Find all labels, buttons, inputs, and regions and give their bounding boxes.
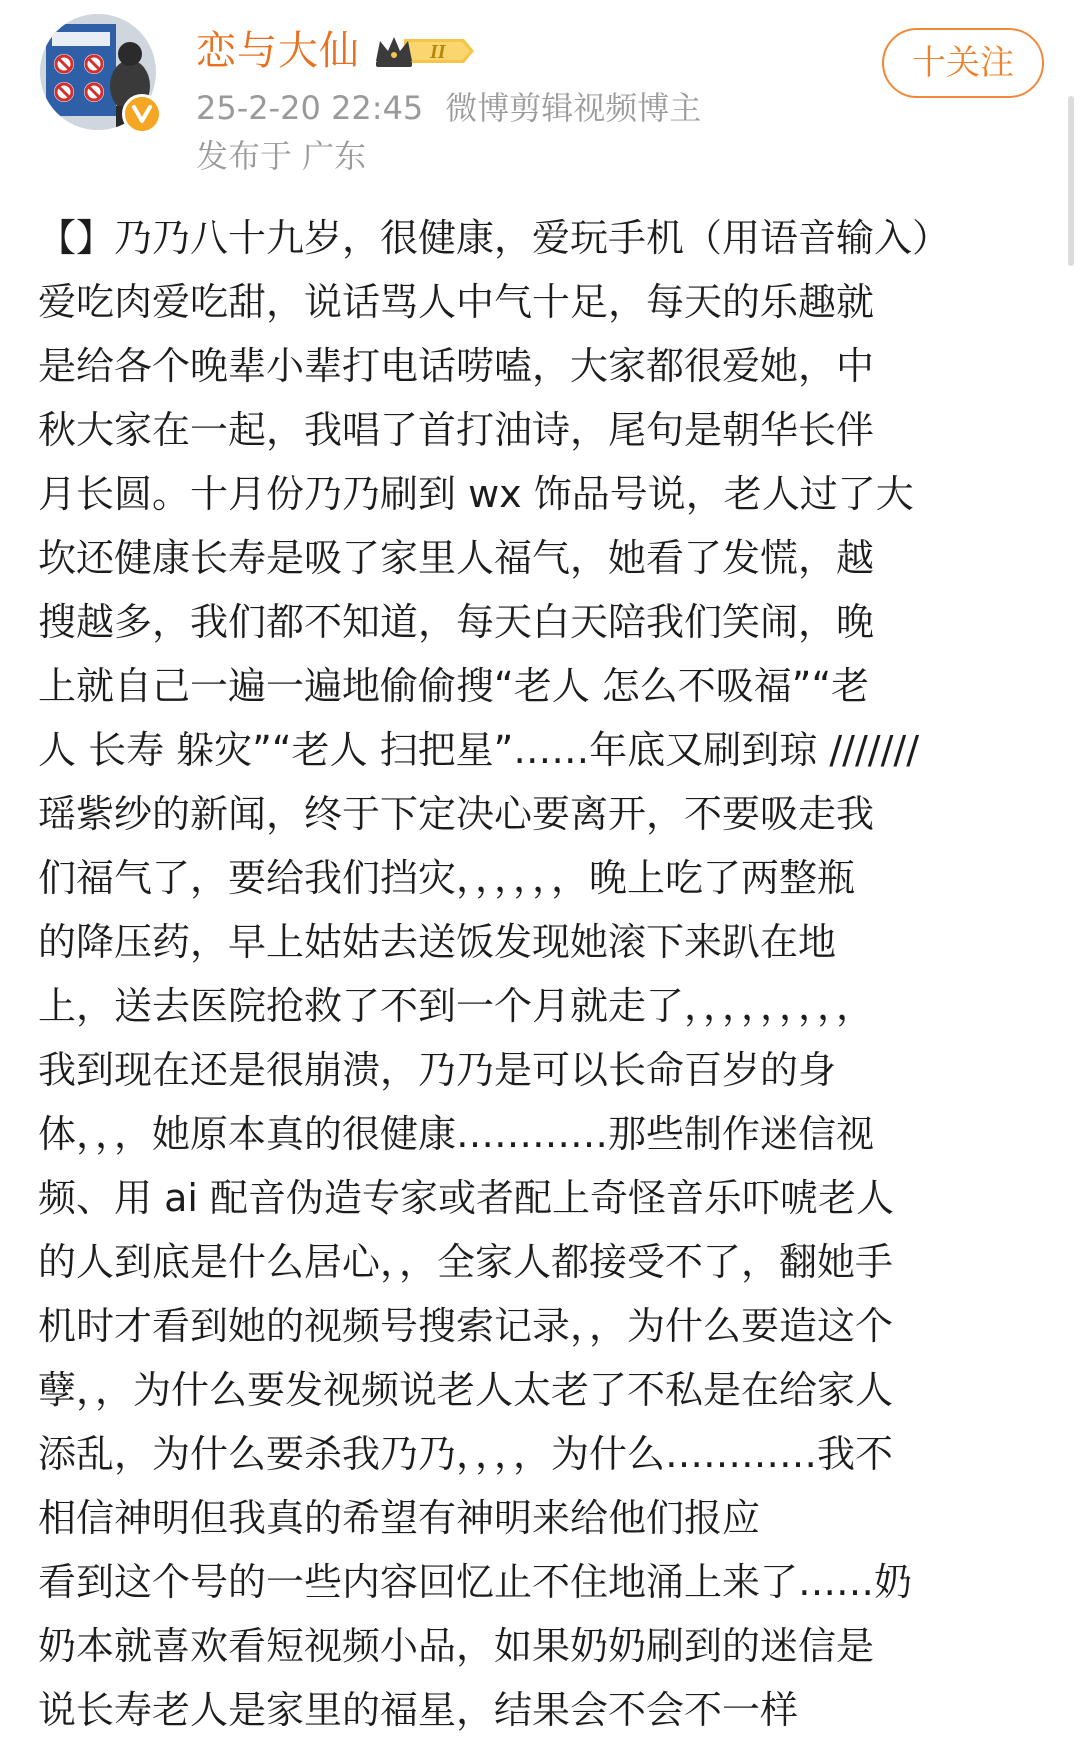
post-text-line: 奶本就喜欢看短视频小品，如果奶奶刷到的迷信是: [38, 1624, 875, 1668]
post-text-line: 的人到底是什么居心，，全家人都接受不了，翻她手: [38, 1240, 894, 1284]
crown-vip-icon: [374, 31, 478, 71]
post-text-line: 坎还健康长寿是吸了家里人福气，她看了发慌，越: [38, 536, 875, 580]
post-text-line: 搜越多，我们都不知道，每天白天陪我们笑闹，晚: [38, 600, 875, 644]
verified-badge: [122, 94, 162, 134]
username-row: [196, 26, 478, 76]
post-text-line: 频、用 ai 配音伪造专家或者配上奇怪音乐吓唬老人: [38, 1176, 895, 1220]
post-text-line: 上，送去医院抢救了不到一个月就走了，，，，，，，，，: [38, 984, 875, 1028]
post-meta-line: [196, 88, 701, 128]
post-text-line: 人 长寿 躲灾”“老人 扫把星”……年底又刷到琼 ///////: [38, 728, 919, 772]
post-text-line: 【】乃乃八十九岁，很健康，爱玩手机（用语音输入）: [38, 216, 951, 260]
vip-level-text: II: [430, 41, 446, 63]
post-header: [0, 0, 1080, 190]
post-text-line: 秋大家在一起，我唱了首打油诗，尾句是朝华长伴: [38, 408, 875, 452]
post-text-line: 瑶紫纱的新闻，终于下定决心要离开，不要吸走我: [38, 792, 875, 836]
avatar-container[interactable]: [40, 14, 156, 130]
post-text-line: 孽，，为什么要发视频说老人太老了不私是在给家人: [38, 1368, 894, 1412]
post-text-line: 相信神明但我真的希望有神明来给他们报应: [38, 1496, 761, 1540]
post-text-line: 们福气了，要给我们挡灾，，，，，，晚上吃了两整瓶: [38, 856, 856, 900]
verified-v-icon: [131, 103, 153, 125]
post-text-line: 是给各个晚辈小辈打电话唠嗑，大家都很爱她，中: [38, 344, 875, 388]
post-text-line: 机时才看到她的视频号搜索记录，，为什么要造这个: [38, 1304, 894, 1348]
post-text-line: 月长圆。十月份乃乃刷到 wx 饰品号说，老人过了大: [38, 472, 914, 516]
post-text-line: 的降压药，早上姑姑去送饭发现她滚下来趴在地: [38, 920, 837, 964]
author-tag: 微博剪辑视频博主: [445, 89, 702, 127]
scrollbar[interactable]: [1068, 96, 1074, 266]
post-text-line: 爱吃肉爱吃甜，说话骂人中气十足，每天的乐趣就: [38, 280, 875, 324]
post-location: 发布于 广东: [196, 137, 367, 175]
follow-label: 十关注: [912, 43, 1014, 83]
vip-badge[interactable]: [374, 31, 478, 71]
username[interactable]: 恋与大仙: [196, 28, 360, 74]
post-timestamp[interactable]: 25-2-20 22:45: [196, 89, 424, 127]
follow-button[interactable]: [882, 28, 1044, 98]
post-text-line: 我到现在还是很崩溃，乃乃是可以长命百岁的身: [38, 1048, 837, 1092]
post-text-line: 说长寿老人是家里的福星，结果会不会不一样: [38, 1688, 799, 1732]
post-text-line: 上就自己一遍一遍地偷偷搜“老人 怎么不吸福”“老: [38, 664, 870, 708]
post-text-line: 看到这个号的一些内容回忆止不住地涌上来了……奶: [38, 1560, 913, 1604]
post-text-line: 体，，，她原本真的很健康…………那些制作迷信视: [38, 1112, 875, 1156]
post-body: [38, 206, 1038, 1736]
post-text-line: 添乱，为什么要杀我乃乃，，，，为什么…………我不: [38, 1432, 894, 1476]
